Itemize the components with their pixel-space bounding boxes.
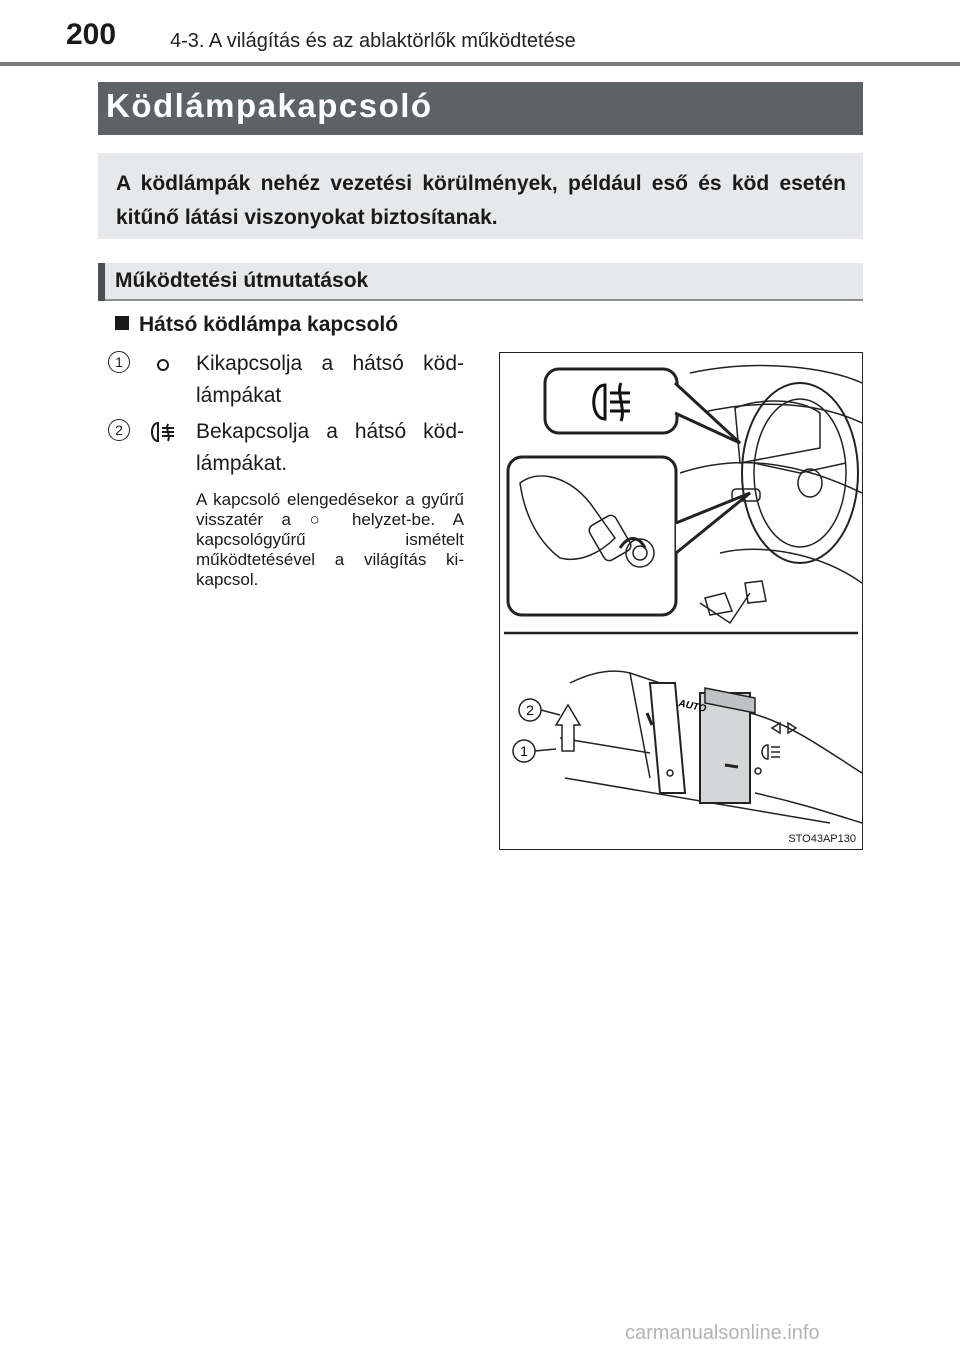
topic-text: Hátsó ködlámpa kapcsoló	[139, 313, 399, 336]
figure-code: STO43AP130	[788, 833, 856, 845]
square-bullet-icon	[115, 316, 129, 330]
item-number-2: 2	[108, 419, 130, 441]
illustration-drawing	[500, 353, 862, 849]
intro-box	[98, 153, 863, 239]
note-text: A kapcsoló elengedésekor a gyűrű visszatér a ○ helyzet-be. A kapcsológyűrű ismételt működtetésével a világítás ki-kapcsol.	[196, 490, 464, 589]
rear-fog-lamp-icon	[148, 420, 178, 449]
heading-accent-bar	[98, 263, 105, 301]
off-circle-icon	[156, 358, 170, 377]
instructions-heading-box	[98, 263, 863, 301]
topic-heading	[115, 313, 398, 337]
section-title: Ködlámpakapcsoló	[106, 87, 433, 124]
item-text-2: Bekapcsolja a hátsó köd-lámpákat.	[196, 420, 464, 475]
figure-callout-2: 2	[526, 702, 534, 718]
page-number: 200	[66, 18, 117, 51]
instructions-heading: Működtetési útmutatások	[115, 269, 369, 292]
item-number-1: 1	[108, 351, 130, 373]
running-title: 4-3. A világítás és az ablaktörlők működtetése	[170, 30, 576, 52]
header-rule	[0, 62, 960, 66]
watermark: carmanualsonline.info	[625, 1322, 820, 1344]
item-text-1: Kikapcsolja a hátsó köd-lámpákat	[196, 352, 464, 407]
intro-text: A ködlámpák nehéz vezetési körülmények, például eső és köd esetén kitűnő látási viszonyokat biztosítanak.	[116, 172, 846, 229]
figure-callout-1: 1	[520, 743, 528, 759]
fog-switch-illustration	[499, 352, 863, 850]
figure-auto-label: AUTO	[677, 698, 708, 715]
section-banner	[98, 82, 863, 135]
